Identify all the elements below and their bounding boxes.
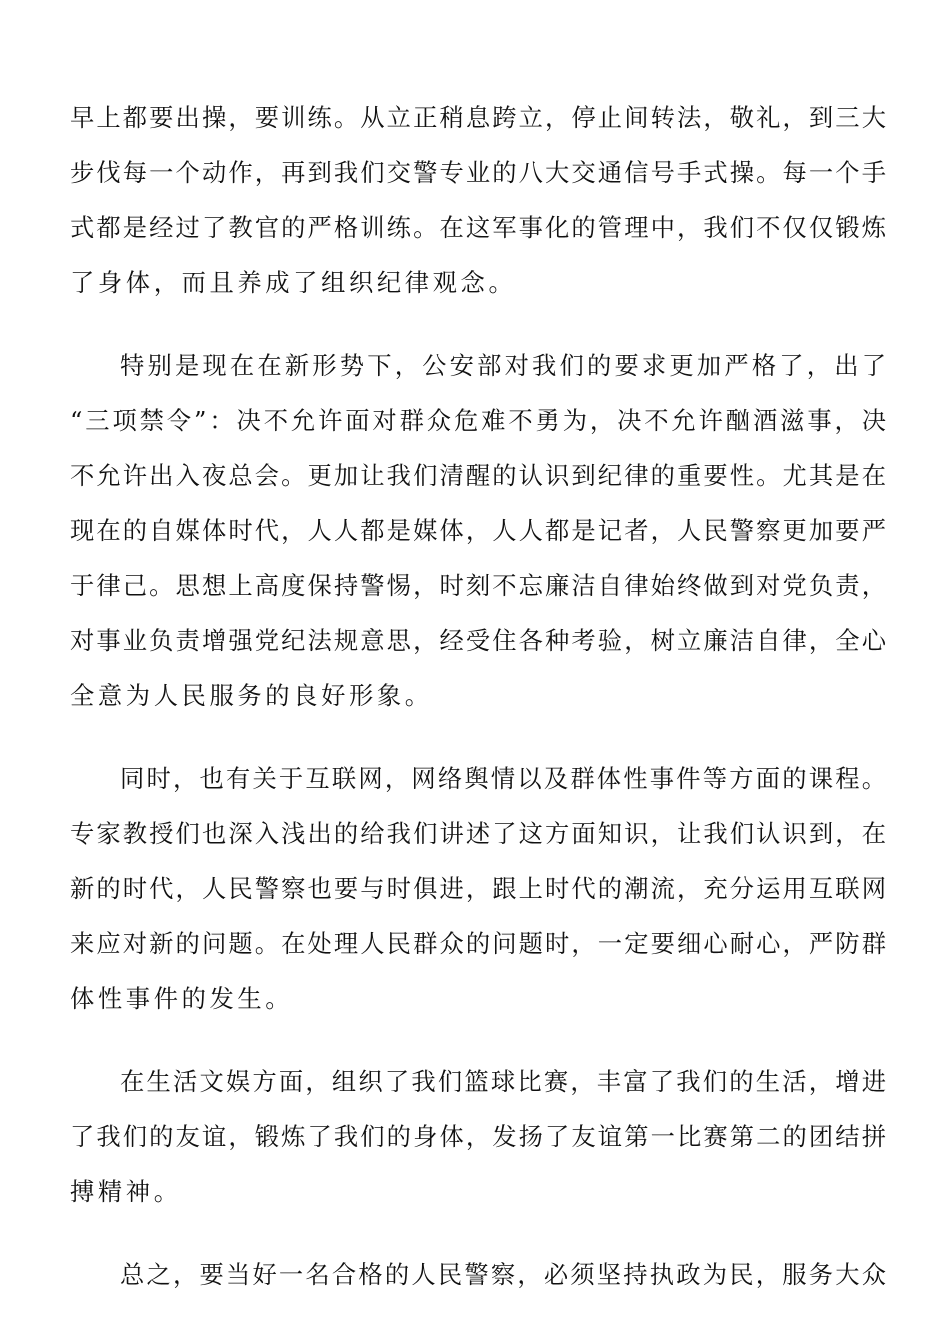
text-line: 早上都要出操，要训练。从立正稍息跨立，停止间转法，敬礼，到三大	[70, 103, 886, 132]
text-line: 不允许出入夜总会。更加让我们清醒的认识到纪律的重要性。尤其是在	[70, 461, 886, 490]
text-line: 专家教授们也深入浅出的给我们讲述了这方面知识，让我们认识到，在	[70, 819, 886, 848]
text-line: 来应对新的问题。在处理人民群众的问题时，一定要细心耐心，严防群	[70, 929, 886, 958]
text-line: 特别是现在在新形势下，公安部对我们的要求更加严格了，出了	[120, 351, 886, 380]
text-line: 体性事件的发生。	[70, 984, 294, 1013]
text-line: 对事业负责增强党纪法规意思，经受住各种考验，树立廉洁自律，全心	[70, 626, 886, 655]
paragraph-5	[70, 1247, 886, 1302]
text-line: 新的时代，人民警察也要与时俱进，跟上时代的潮流，充分运用互联网	[70, 874, 886, 903]
text-line: 在生活文娱方面，组织了我们篮球比赛，丰富了我们的生活，增进	[120, 1067, 886, 1096]
text-line: 全意为人民服务的良好形象。	[70, 681, 433, 710]
text-line: 同时，也有关于互联网，网络舆情以及群体性事件等方面的课程。	[120, 764, 886, 793]
text-line: 步伐每一个动作，再到我们交警专业的八大交通信号手式操。每一个手	[70, 158, 886, 187]
text-line: 式都是经过了教官的严格训练。在这军事化的管理中，我们不仅仅锻炼	[70, 213, 886, 242]
text-line: 了我们的友谊，锻炼了我们的身体，发扬了友谊第一比赛第二的团结拼	[70, 1122, 886, 1151]
paragraph-3	[70, 751, 886, 1026]
text-line: 搏精神。	[70, 1177, 182, 1206]
document-body	[70, 90, 886, 1330]
text-line: “三项禁令”：决不允许面对群众危难不勇为，决不允许酗酒滋事，决	[70, 406, 886, 435]
text-line: 了身体，而且养成了组织纪律观念。	[70, 268, 517, 297]
text-line: 总之，要当好一名合格的人民警察，必须坚持执政为民，服务大众	[120, 1260, 886, 1289]
text-line: 现在的自媒体时代，人人都是媒体，人人都是记者，人民警察更加要严	[70, 516, 886, 545]
paragraph-1	[70, 90, 886, 310]
text-line: 于律己。思想上高度保持警惕，时刻不忘廉洁自律始终做到对党负责，	[70, 571, 886, 600]
paragraph-2	[70, 338, 886, 723]
paragraph-4	[70, 1054, 886, 1219]
